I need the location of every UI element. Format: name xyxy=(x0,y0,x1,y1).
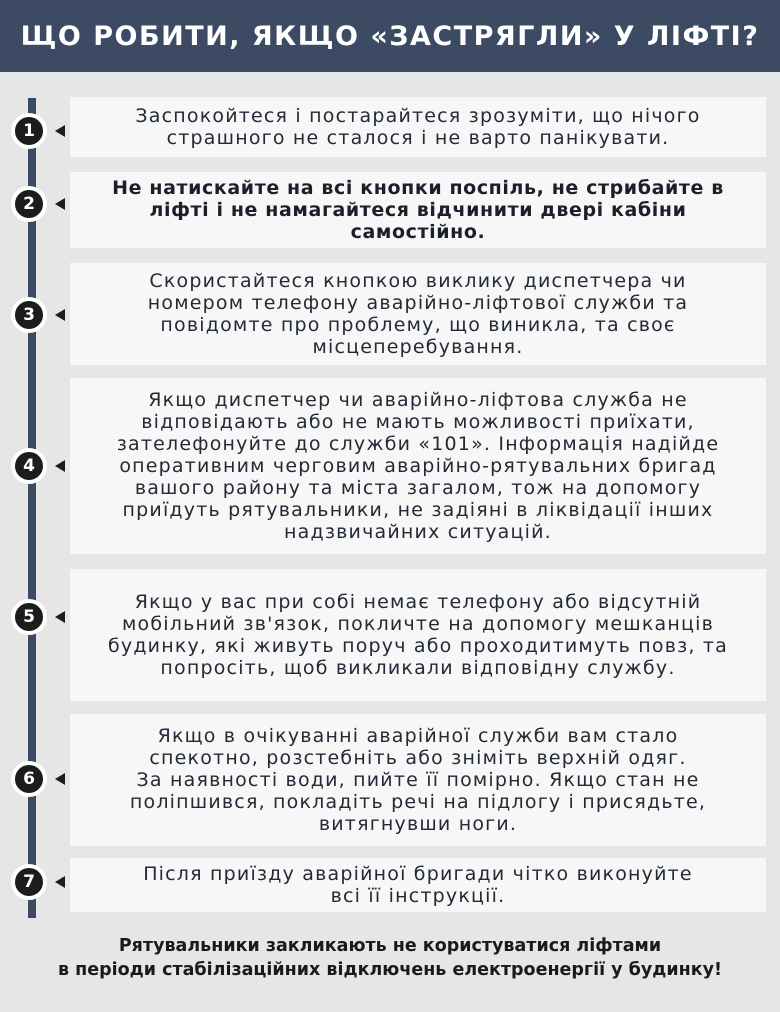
step-pointer-1-icon xyxy=(55,125,65,137)
step-card-5 xyxy=(70,569,766,701)
footer-text: Рятувальники закликають не користуватися ліфтами в періоди стабілізаційних відключень електроенергії у будинку! xyxy=(57,936,723,980)
step-number-5: 5 xyxy=(11,599,47,635)
step-pointer-4-icon xyxy=(55,460,65,472)
step-text-6: Якщо в очікуванні аварійної служби вам стало спекотно, розстебніть або зніміть верхній одяг. За наявності води, пийте її помірно. Якщо стан не поліпшився, покладіть речі на підлогу і присядьте, витягнувши ноги. xyxy=(129,725,707,835)
step-number-3: 3 xyxy=(11,297,47,333)
step-card-1 xyxy=(70,97,766,157)
step-text-3: Скористайтеся кнопкою виклику диспетчера чи номером телефону аварійно-ліфтової служби та повідомте про проблему, що виникла, та своє місцеперебування. xyxy=(147,270,689,358)
step-number-6: 6 xyxy=(11,761,47,797)
step-number-7: 7 xyxy=(11,864,47,900)
step-number-2: 2 xyxy=(11,186,47,222)
step-text-1: Заспокойтеся і постарайтеся зрозуміти, що нічого страшного не сталося і не варто панікувати. xyxy=(135,105,701,149)
footer-warning xyxy=(0,934,780,982)
step-pointer-3-icon xyxy=(55,309,65,321)
page-title: ЩО РОБИТИ, ЯКЩО «ЗАСТРЯГЛИ» У ЛІФТІ? xyxy=(20,20,760,52)
step-pointer-7-icon xyxy=(55,876,65,888)
step-text-7: Після приїзду аварійної бригади чітко виконуйте всі її інструкції. xyxy=(143,863,693,907)
step-text-4: Якщо диспетчер чи аварійно-ліфтова служба не відповідають або не мають можливості приїхати, зателефонуйте до служби «101». Інформація надійде оперативним черговим аварійно-рятувальних бригад вашого району та міста загалом, тож на допомогу приїдуть рятувальники, не задіяні в ліквідації інших надзвичайних ситуацій. xyxy=(116,389,720,543)
step-pointer-2-icon xyxy=(55,198,65,210)
step-pointer-5-icon xyxy=(55,611,65,623)
step-card-6 xyxy=(70,714,766,846)
step-number-1: 1 xyxy=(11,113,47,149)
step-card-7 xyxy=(70,858,766,912)
step-card-4 xyxy=(70,378,766,554)
step-text-5: Якщо у вас при собі немає телефону або відсутній мобільний зв'язок, покличте на допомогу мешканців будинку, які живуть поруч або проходитимуть повз, та попросіть, щоб викликали відповідну службу. xyxy=(107,591,729,679)
header-banner xyxy=(0,0,780,72)
step-text-2: Не натискайте на всі кнопки поспіль, не стрибайте в ліфті і не намагайтеся відчинити двері кабіни самостійно. xyxy=(112,177,724,243)
step-pointer-6-icon xyxy=(55,773,65,785)
step-card-3 xyxy=(70,263,766,365)
step-card-2 xyxy=(70,172,766,248)
step-number-4: 4 xyxy=(11,448,47,484)
